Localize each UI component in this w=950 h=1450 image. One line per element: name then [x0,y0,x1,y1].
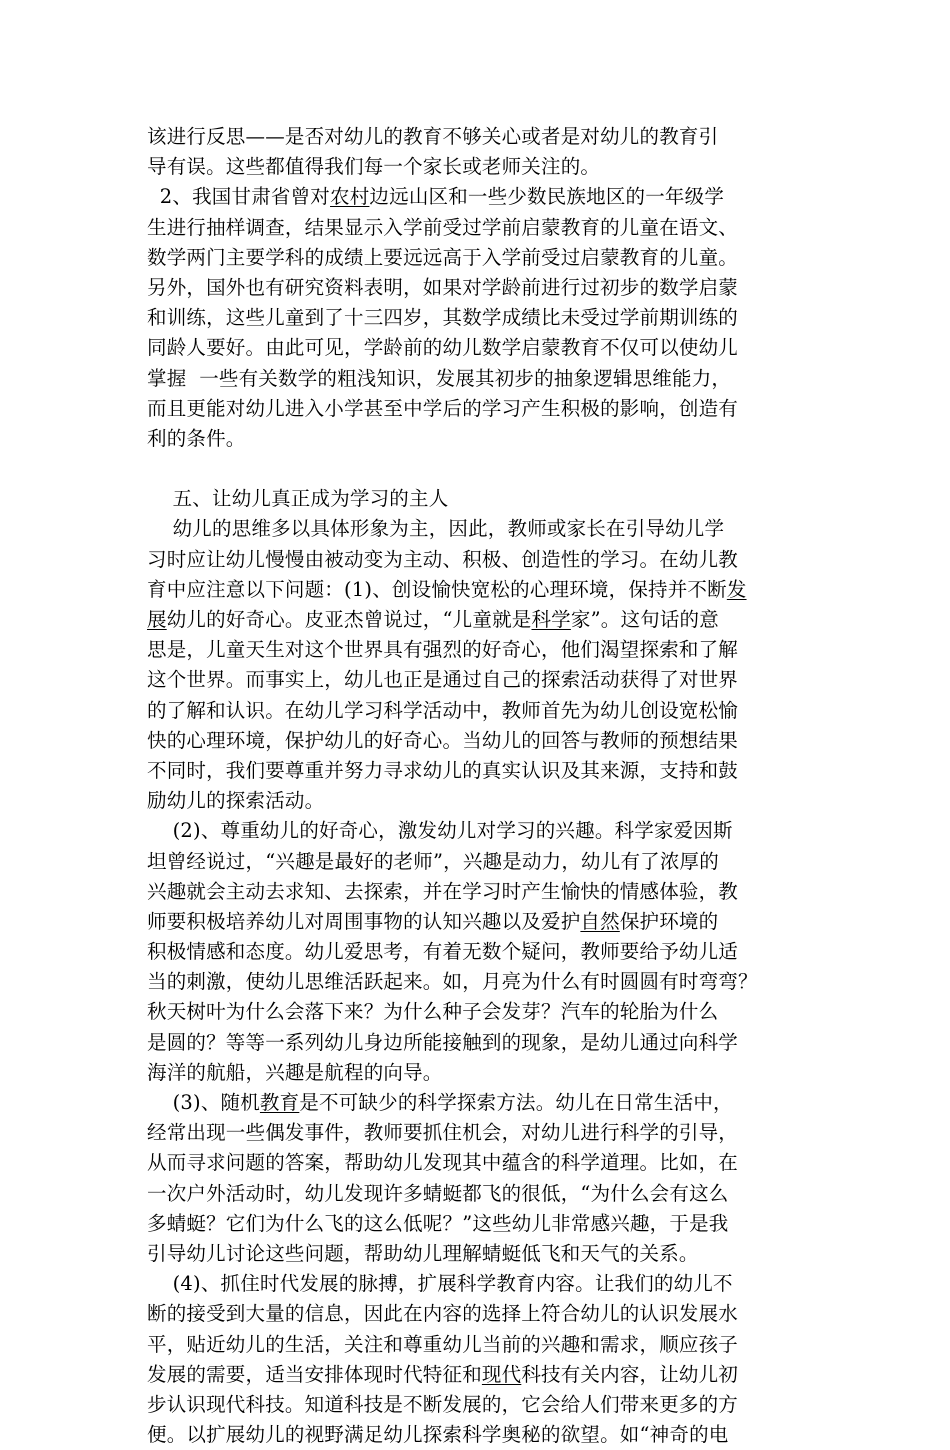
text-line: 断的接受到大量的信息，因此在内容的选择上符合幼儿的认识发展水 [147,1302,739,1326]
inline-link[interactable]: 现代 [481,1362,522,1386]
text-run: 科技有关内容，让幼儿初 [521,1362,739,1386]
document-body [147,122,812,1450]
text-run: (3)、随机 [147,1091,260,1114]
text-line: 当的刺激，使幼儿思维活跃起来。如，月亮为什么有时圆圆有时弯弯？ [147,970,758,994]
text-line: 生进行抽样调查，结果显示入学前受过学前启蒙教育的儿童在语文、 [147,215,739,239]
text-line: 一次户外活动时，幼儿发现许多蜻蜓都飞的很低，“为什么会有这么 [147,1181,729,1205]
text-line: 习时应让幼儿慢慢由被动变为主动、积极、创造性的学习。在幼儿教 [147,547,739,571]
inline-link[interactable]: 展 [147,608,167,631]
text-line: 引导幼儿讨论这些问题，帮助幼儿理解蜻蜓低飞和天气的关系。 [147,1241,699,1265]
text-line: 多蜻蜓？它们为什么飞的这么低呢？”这些幼儿非常感兴趣，于是我 [147,1211,729,1235]
text-run: 育中应注意以下问题：(1)、创设愉快宽松的心理环境，保持并不断 [147,577,727,601]
text-line: 经常出现一些偶发事件，教师要抓住机会，对幼儿进行科学的引导， [147,1121,739,1145]
text-line: 是圆的？等等一系列幼儿身边所能接触到的现象，是幼儿通过向科学 [147,1030,739,1054]
text-run: 师要积极培养幼儿对周围事物的认知兴趣以及爱护 [147,909,581,933]
text-line [147,907,812,937]
text-line: 从而寻求问题的答案，帮助幼儿发现其中蕴含的科学道理。比如，在 [147,1151,739,1175]
text-line: 而且更能对幼儿进入小学甚至中学后的学习产生积极的影响，创造有 [147,396,739,420]
inline-link[interactable]: 发 [726,577,747,601]
text-line: 不同时，我们要尊重并努力寻求幼儿的真实认识及其来源，支持和鼓 [147,758,739,782]
text-line: 利的条件。 [147,426,246,450]
text-line: 的了解和认识。在幼儿学习科学活动中，教师首先为幼儿创设宽松愉 [147,698,739,722]
text-line: 海洋的航船，兴趣是航程的向导。 [147,1060,443,1084]
inline-link[interactable]: 农村 [330,185,370,209]
text-line: 导有误。这些都值得我们每一个家长或老师关注的。 [147,155,601,179]
text-line: 掌握 一些有关数学的粗浅知识，发展其初步的抽象逻辑思维能力， [147,366,732,390]
text-line: 快的心理环境，保护幼儿的好奇心。当幼儿的回答与教师的预想结果 [147,728,739,752]
text-run: 幼儿的好奇心。皮亚杰曾说过，“儿童就是 [166,608,532,631]
text-line: (4)、抓住时代发展的脉搏，扩展科学教育内容。让我们的幼儿不 [147,1272,733,1296]
inline-link[interactable]: 自然 [580,909,620,933]
text-line [147,454,812,484]
text-line: 数学两门主要学科的成绩上要远远高于入学前受过启蒙教育的儿童。 [147,245,739,269]
text-line: 平，贴近幼儿的生活，关注和尊重幼儿当前的兴趣和需求，顺应孩子 [147,1332,739,1356]
text-run: 家”。这句话的意 [570,608,719,631]
text-line: 同龄人要好。由此可见，学龄前的幼儿数学启蒙教育不仅可以使幼儿 [147,336,739,360]
text-line [147,575,812,605]
text-run: 发展的需要，适当安排体现时代特征和 [147,1362,482,1386]
text-line: 兴趣就会主动去求知、去探索，并在学习时产生愉快的情感体验，教 [147,879,739,903]
text-line: 坦曾经说过，“兴趣是最好的老师”，兴趣是动力，幼儿有了浓厚的 [147,849,719,873]
inline-link[interactable]: 教育 [259,1091,300,1114]
text-line [147,1360,812,1390]
text-line: 五、让幼儿真正成为学习的主人 [147,487,449,511]
text-line: 励幼儿的探索活动。 [147,789,325,813]
text-line: 和训练，这些儿童到了十三四岁，其数学成绩比未受过学前期训练的 [147,306,739,330]
text-line: (2)、尊重幼儿的好奇心，激发幼儿对学习的兴趣。科学家爱因斯 [147,819,733,843]
text-line: 积极情感和态度。幼儿爱思考，有着无数个疑问，教师要给予幼儿适 [147,940,739,964]
text-line [147,1088,812,1118]
text-line: 便。以扩展幼儿的视野满足幼儿探索科学奥秘的欲望。如“神奇的电 [147,1423,729,1447]
text-line [147,182,812,212]
text-run: 是不可缺少的科学探索方法。幼儿在日常生活中， [299,1091,733,1114]
text-line [147,605,812,635]
text-line: 这个世界。而事实上，幼儿也正是通过自己的探索活动获得了对世界 [147,668,739,692]
text-line: 另外，国外也有研究资料表明，如果对学龄前进行过初步的数学启蒙 [147,275,739,299]
text-line: 秋天树叶为什么会落下来？为什么种子会发芽？汽车的轮胎为什么 [147,1000,719,1024]
text-line: 步认识现代科技。知道科技是不断发展的，它会给人们带来更多的方 [147,1392,739,1416]
text-line: 该进行反思——是否对幼儿的教育不够关心或者是对幼儿的教育引 [147,125,719,148]
text-line: 思是，儿童天生对这个世界具有强烈的好奇心，他们渴望探索和了解 [147,638,739,662]
text-run: 边远山区和一些少数民族地区的一年级学 [369,185,725,209]
text-run: 2、我国甘肃省曾对 [147,185,331,209]
inline-link[interactable]: 科学 [531,608,571,631]
text-run: 保护环境的 [619,909,719,933]
text-line: 幼儿的思维多以具体形象为主，因此，教师或家长在引导幼儿学 [147,517,725,541]
